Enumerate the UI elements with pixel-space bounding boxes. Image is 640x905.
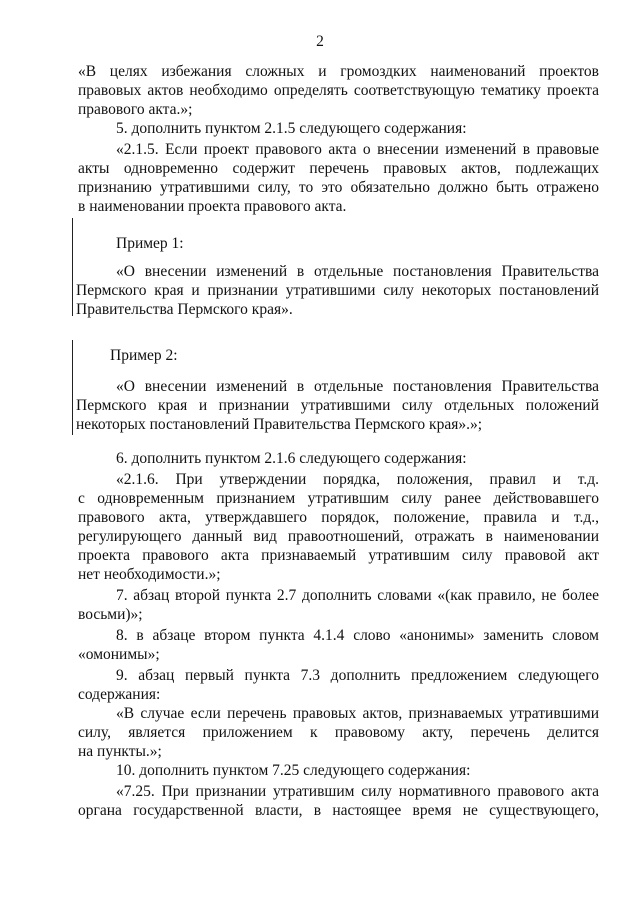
- text-line: в наименовании проекта правового акта.: [78, 198, 347, 215]
- text-line: Пример 2:: [110, 347, 178, 364]
- text-line: «О внесении изменений в отдельные постановления Правительства: [116, 263, 599, 280]
- text-line: 8. в абзаце втором пункта 4.1.4 слово «анонимы» заменить словом: [116, 627, 599, 644]
- text-line: Пример 1:: [116, 235, 184, 252]
- text-line: 7. абзац второй пункта 2.7 дополнить словами «(как правило, не более: [116, 587, 599, 604]
- page-number: 2: [316, 33, 324, 50]
- text-line: 10. дополнить пунктом 7.25 следующего содержания:: [116, 762, 471, 779]
- text-line: с одновременным признанием утратившим силу ранее действовавшего: [78, 490, 599, 507]
- text-line: признанию утратившими силу, то это обязательно должно быть отражено: [78, 179, 599, 196]
- text-line: Пермского края и признании утратившими силу некоторых постановлений: [76, 282, 599, 299]
- text-line: «О внесении изменений в отдельные постановления Правительства: [116, 378, 599, 395]
- text-line: регулирующего данный вид правоотношений, отражать в наименовании: [78, 528, 599, 545]
- margin-mark: [72, 218, 73, 316]
- text-line: Правительства Пермского края».: [76, 301, 293, 318]
- text-line: акты одновременно содержит перечень правовых актов, подлежащих: [78, 160, 599, 177]
- text-line: «В случае если перечень правовых актов, признаваемых утратившими: [116, 705, 599, 722]
- text-line: 5. дополнить пунктом 2.1.5 следующего содержания:: [116, 120, 467, 137]
- text-line: 9. абзац первый пункта 7.3 дополнить предложением следующего: [116, 667, 599, 684]
- text-line: на пункты.»;: [78, 743, 162, 760]
- text-line: восьми)»;: [78, 606, 143, 623]
- text-line: содержания:: [78, 686, 161, 703]
- text-line: проекта правового акта признаваемый утратившим силу правовой акт: [78, 547, 599, 564]
- text-line: 6. дополнить пунктом 2.1.6 следующего содержания:: [116, 450, 467, 467]
- text-line: «2.1.6. При утверждении порядка, положения, правил и т.д.: [116, 471, 599, 488]
- text-line: «2.1.5. Если проект правового акта о внесении изменений в правовые: [116, 141, 599, 158]
- text-line: нет необходимости.»;: [78, 566, 221, 583]
- text-line: «7.25. При признании утратившим силу нормативного правового акта: [116, 783, 599, 800]
- text-line: правового акта.»;: [78, 101, 193, 118]
- text-line: силу, является приложением к правовому акту, перечень делится: [78, 724, 599, 741]
- text-line: правового акта, утверждавшего порядок, положение, правила и т.д.,: [78, 509, 599, 526]
- text-line: некоторых постановлений Правительства Пермского края».»;: [76, 416, 483, 433]
- text-line: правовых актов необходимо определять соответствующую тематику проекта: [78, 82, 599, 99]
- margin-mark: [72, 340, 73, 435]
- text-line: органа государственной власти, в настоящее время не существующего,: [78, 802, 599, 819]
- text-line: «омонимы»;: [78, 646, 160, 663]
- text-line: Пермского края и признании утратившими силу отдельных положений: [76, 397, 599, 414]
- text-line: «В целях избежания сложных и громоздких наименований проектов: [78, 63, 599, 80]
